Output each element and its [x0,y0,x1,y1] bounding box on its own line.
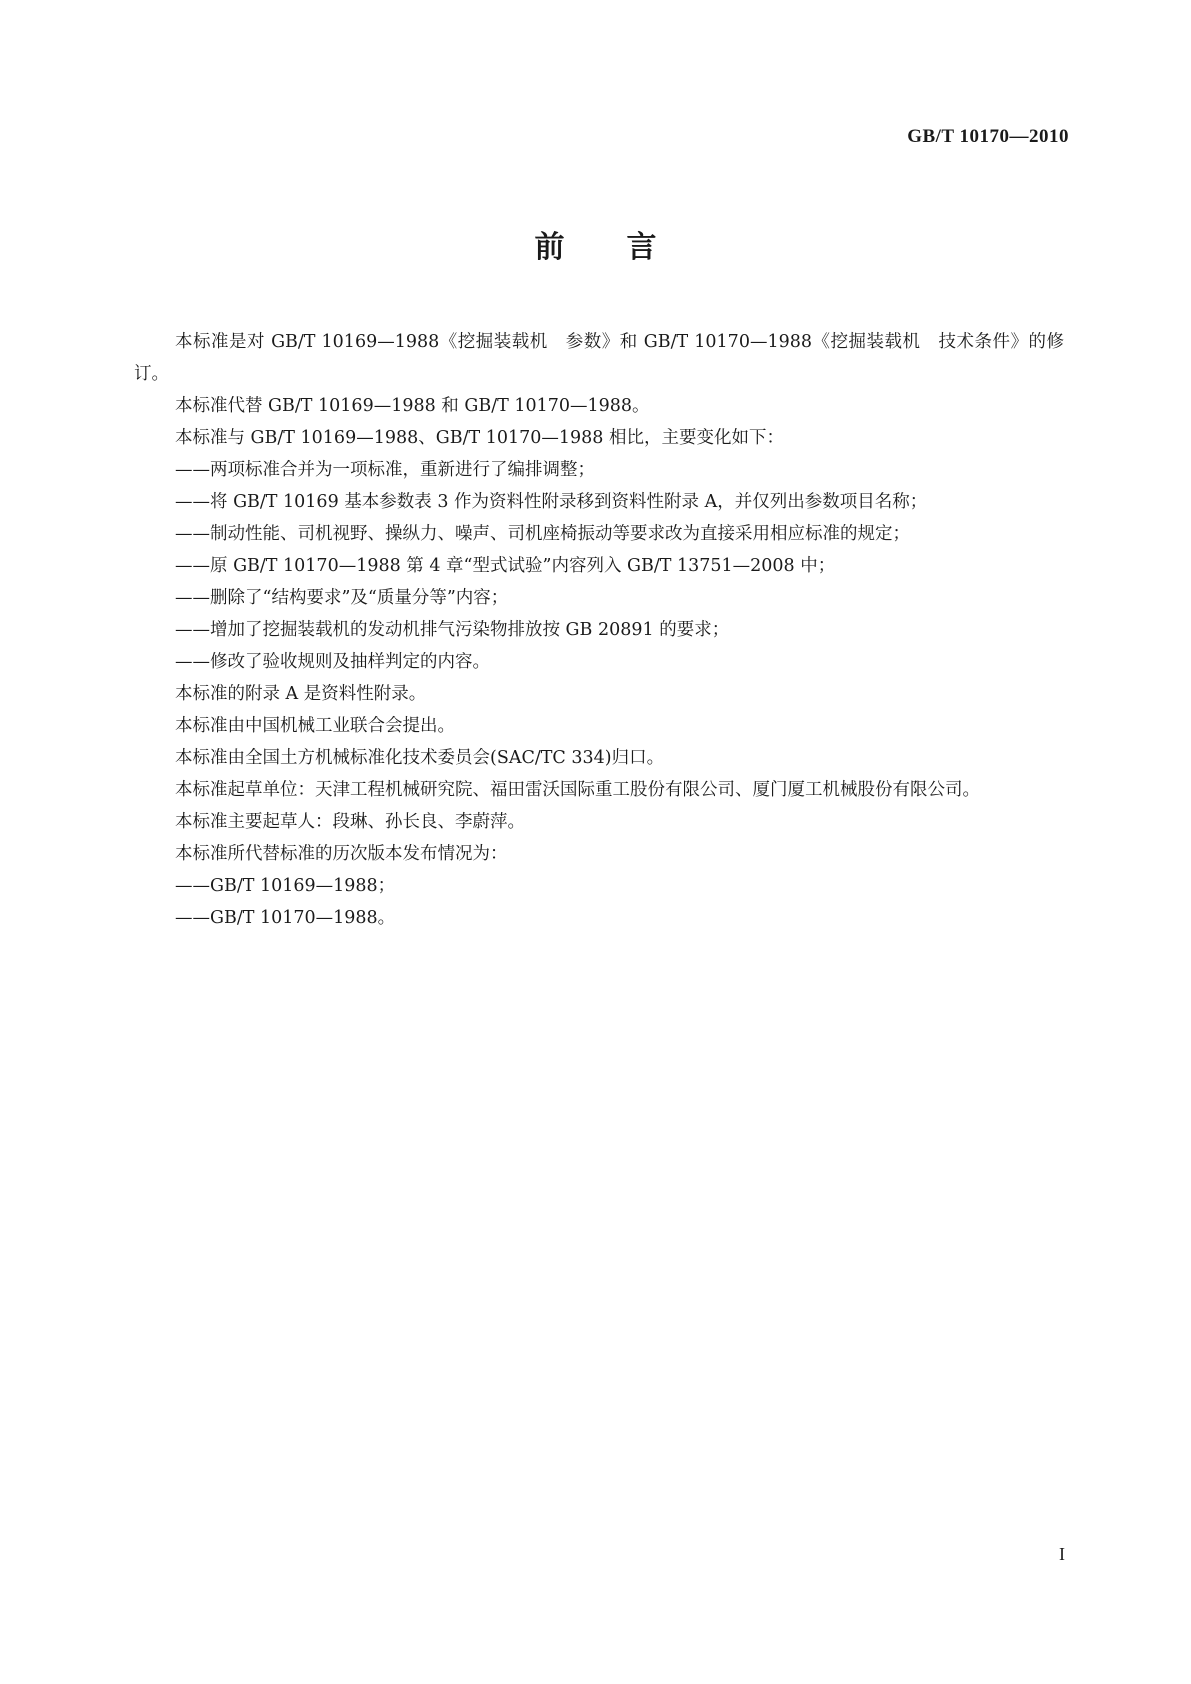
paragraph-replaces: 本标准代替 GB/T 10169—1988 和 GB/T 10170—1988。 [175,396,650,416]
paragraph-annex: 本标准的附录 A 是资料性附录。 [175,684,427,704]
paragraph-proposed-by: 本标准由中国机械工业联合会提出。 [175,716,455,736]
list-item: ——GB/T 10169—1988； [175,876,396,896]
standard-code: GB/T 10170—2010 [907,126,1069,147]
list-item: ——GB/T 10170—1988。 [175,908,396,928]
list-item: ——修改了验收规则及抽样判定的内容。 [175,652,490,672]
paragraph-changes-intro: 本标准与 GB/T 10169—1988、GB/T 10170—1988 相比，主要变化如下： [175,428,784,448]
list-item: ——增加了挖掘装载机的发动机排气污染物排放按 GB 20891 的要求； [175,620,730,640]
list-item: ——两项标准合并为一项标准，重新进行了编排调整； [175,460,595,480]
page-number: I [1059,1544,1065,1564]
paragraph-history-intro: 本标准所代替标准的历次版本发布情况为： [175,844,508,864]
list-item: ——删除了“结构要求”及“质量分等”内容； [175,588,509,608]
list-item: ——制动性能、司机视野、操纵力、噪声、司机座椅振动等要求改为直接采用相应标准的规定； [175,524,910,544]
paragraph-revision: 本标准是对 GB/T 10169—1988《挖掘装载机 参数》和 GB/T 10170—1988《挖掘装载机 技术条件》的修订。 [134,332,1064,384]
list-item: ——原 GB/T 10170—1988 第 4 章“型式试验”内容列入 GB/T 13751—2008 中； [175,556,836,576]
paragraph-under-jurisdiction: 本标准由全国土方机械标准化技术委员会(SAC/TC 334)归口。 [175,748,665,768]
paragraph-drafting-units: 本标准起草单位：天津工程机械研究院、福田雷沃国际重工股份有限公司、厦门厦工机械股份有限公司。 [175,780,980,800]
foreword-body [134,326,1064,934]
paragraph-drafters: 本标准主要起草人：段琳、孙长良、李蔚萍。 [175,812,525,832]
page-title: 前言 [534,230,719,265]
list-item: ——将 GB/T 10169 基本参数表 3 作为资料性附录移到资料性附录 A，并仅列出参数项目名称； [175,492,928,512]
